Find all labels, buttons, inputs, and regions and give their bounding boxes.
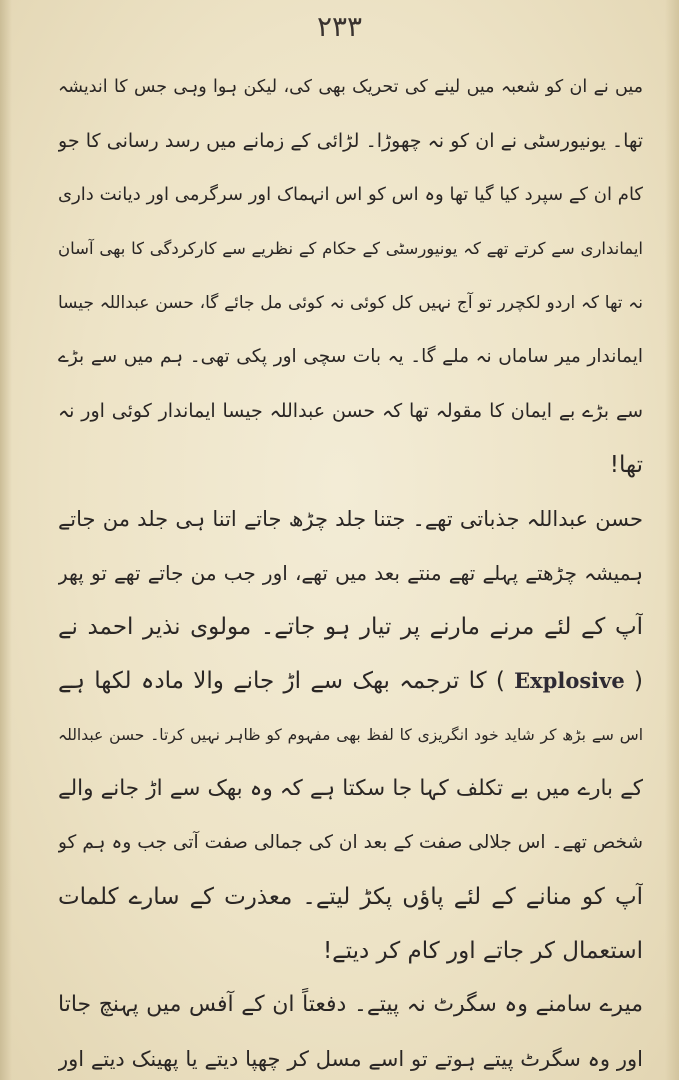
text-line: ایمانداری سے کرتے تھے کہ یونیورسٹی کے حکام کے نظریے سے کارکردگی کا بھی آسان [58, 239, 643, 258]
page-body-text [58, 60, 643, 1080]
page-number: ۲۳۳ [316, 10, 363, 43]
text-line: شخص تھے۔ اس جلالی صفت کے بعد ان کی جمالی صفت آتی جب وہ ہم کو [58, 832, 643, 853]
text-line: استعمال کر جاتے اور کام کر دیتے! [322, 938, 643, 964]
text-line: آپ کے لئے مرنے مارنے پر تیار ہو جاتے۔ مولوی نذیر احمد نے [58, 614, 643, 640]
english-term: Explosive [514, 668, 625, 693]
text-line: اس سے بڑھ کر شاید خود انگریزی کا لفظ بھی مفہوم کو ظاہر نہیں کرتا۔ حسن عبداللہ [58, 726, 643, 744]
text-line: ہمیشہ چڑھتے پہلے تھے منتے بعد میں تھے، اور جب من جاتے تھے تو پھر [58, 561, 643, 585]
text-line: سے بڑے بے ایمان کا مقولہ تھا کہ حسن عبداللہ جیسا ایماندار کوئی اور نہ [58, 400, 643, 422]
text-line: ( Explosive ) کا ترجمہ بھک سے اڑ جانے والا مادہ لکھا ہے [58, 668, 643, 694]
text-line: تھا! [609, 452, 643, 478]
text-line: کے بارے میں بے تکلف کہا جا سکتا ہے کہ وہ بھک سے اڑ جانے والے [58, 776, 643, 801]
text-line: حسن عبداللہ جذباتی تھے۔ جتنا جلد چڑھ جاتے اتنا ہی جلد من جاتے [58, 507, 643, 531]
text-line: اور وہ سگرٹ پیتے ہوتے تو اسے مسل کر چھپا دیتے یا پھینک دیتے اور [58, 1047, 643, 1071]
text-line: میں نے ان کو شعبہ میں لینے کی تحریک بھی کی، لیکن ہوا وہی جس کا اندیشہ [58, 77, 643, 97]
text-line: ایماندار میر ساماں نہ ملے گا۔ یہ بات سچی اور پکی تھی۔ ہم میں سے بڑے [58, 346, 643, 367]
text-line: آپ کو منانے کے لئے پاؤں پکڑ لیتے۔ معذرت کے سارے کلمات [58, 884, 643, 910]
text-line: میرے سامنے وہ سگرٹ نہ پیتے۔ دفعتاً ان کے آفس میں پہنچ جاتا [58, 992, 643, 1017]
text-line: تھا۔ یونیورسٹی نے ان کو نہ چھوڑا۔ لڑائی کے زمانے میں رسد رسانی کا جو [58, 130, 643, 152]
text-line: کام ان کے سپرد کیا گیا تھا وہ اس کو اس انہماک اور سرگرمی اور دیانت داری [58, 184, 643, 205]
text-line: نہ تھا کہ اردو لکچرر تو آج نہیں کل کوئی نہ کوئی مل جائے گا، حسن عبداللہ جیسا [58, 293, 643, 313]
